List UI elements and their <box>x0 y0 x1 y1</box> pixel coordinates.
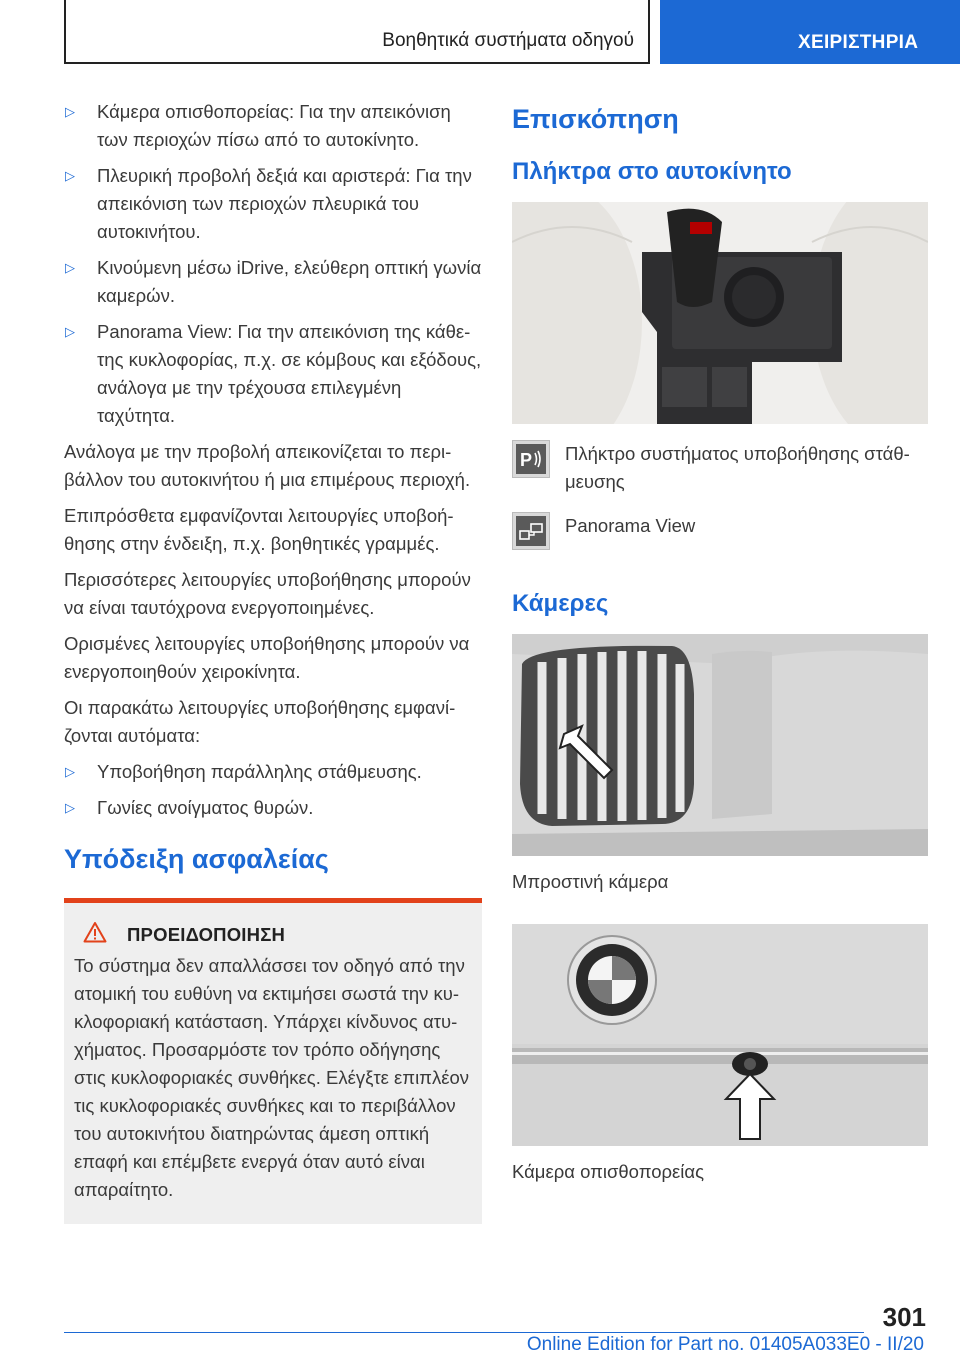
body-paragraph: Περισσότερες λειτουργίες υποβοήθησης μπορούν να είναι ταυτόχρονα ενεργοποιημένες. <box>64 569 471 618</box>
bullet-triangle-icon: ▷ <box>65 104 75 119</box>
header-section-title <box>64 0 650 64</box>
warning-title-row <box>74 921 472 948</box>
warning-title: ΠΡΟΕΙΔΟΠΟΙΗΣΗ <box>127 923 286 945</box>
key-label: Panorama View <box>565 515 696 536</box>
bullet-triangle-icon: ▷ <box>65 800 75 815</box>
front-camera-caption: Μπροστινή κάμερα <box>512 871 669 892</box>
svg-text:P: P <box>520 450 533 470</box>
bullet-triangle-icon: ▷ <box>65 764 75 779</box>
keys-heading: Πλήκτρα στο αυτοκίνητο <box>512 158 792 185</box>
bullet-triangle-icon: ▷ <box>65 260 75 275</box>
overview-heading: Επισκόπηση <box>512 104 679 134</box>
list-item: ▷ Κάμερα οπισθοπορείας: Για την απεικόνιση των περιοχών πίσω από το αυτοκίνητο. <box>64 98 482 154</box>
parking-assist-icon <box>512 440 550 478</box>
edition-footer: Online Edition for Part no. 01405A033E0 - II/20 <box>526 1334 924 1355</box>
warning-triangle-icon <box>83 921 107 948</box>
panorama-view-icon <box>512 512 550 550</box>
list-item: ▷ Γωνίες ανοίγματος θυρών. <box>64 794 482 822</box>
list-item: ▷ Κινούμενη μέσω iDrive, ελεύθερη οπτική γωνία καμερών. <box>64 254 482 310</box>
body-paragraph: Ορισμένες λειτουργίες υποβοήθησης μπορούν να ενεργοποιηθούν χειροκίνητα. <box>64 633 470 682</box>
list-item: ▷ Υποβοήθηση παράλληλης στάθμευσης. <box>64 758 482 786</box>
body-paragraph: Επιπρόσθετα εμφανίζονται λειτουργίες υποβοήθησης στην ένδειξη, π.χ. βοηθητικές γραμμές. <box>64 505 454 554</box>
cameras-heading: Κάμερες <box>512 590 609 617</box>
left-column <box>64 98 482 1224</box>
footer-divider <box>64 1332 864 1333</box>
section-title: Βοηθητικά συστήματα οδηγού <box>382 30 634 51</box>
body-paragraph: Ανάλογα με την προβολή απεικονίζεται το περιβάλλον του αυτοκινήτου ή μια επιμέρους περιοχή. <box>64 441 471 490</box>
center-console-image <box>512 202 928 424</box>
list-item: ▷ Πλευρική προβολή δεξιά και αριστερά: Για την απεικόνιση των περιοχών πλευρικά του αυτοκινήτου. <box>64 162 482 246</box>
warning-box <box>64 903 482 1224</box>
header-chapter-tab[interactable] <box>660 0 960 64</box>
rear-camera-image <box>512 924 928 1146</box>
bullet-triangle-icon: ▷ <box>65 168 75 183</box>
key-label: Πλήκτρο συστήματος υποβοήθησης στάθμευσης <box>565 443 910 492</box>
safety-heading: Υπόδειξη ασφαλείας <box>64 844 329 874</box>
key-row <box>512 512 930 550</box>
key-row <box>512 440 930 496</box>
bullet-triangle-icon: ▷ <box>65 324 75 339</box>
page-number: 301 <box>882 1302 926 1332</box>
list-item: ▷ Panorama View: Για την απεικόνιση της κάθετης κυκλοφορίας, π.χ. σε κόμβους και εξόδους, ανάλογα με την τρέχουσα επιλεγμένη ταχύτητα. <box>64 318 482 430</box>
warning-text: Το σύστημα δεν απαλλάσσει τον οδηγό από την ατομική του ευθύνη να εκτιμήσει σωστά την κυκλοφοριακή κατάσταση. Υπάρχει κίνδυνος ατυχήματος. Προσαρμόστε τον τρόπο οδήγησης στις κυκλοφοριακές συνθήκες. Ελέγξτε επιπλέον τις κυκλοφοριακές συνθήκες και το περιβάλλον του αυτοκινήτου διατηρώντας άμεση οπτική επαφή και επέμβετε ενεργά όταν αυτό είναι απαραίτητο. <box>74 955 469 1200</box>
front-camera-image <box>512 634 928 856</box>
rear-camera-caption: Κάμερα οπισθοπορείας <box>512 1161 704 1182</box>
right-column <box>512 98 930 1186</box>
chapter-title: ΧΕΙΡΙΣΤΗΡΙΑ <box>798 32 919 53</box>
body-paragraph: Οι παρακάτω λειτουργίες υποβοήθησης εμφανίζονται αυτόματα: <box>64 697 456 746</box>
